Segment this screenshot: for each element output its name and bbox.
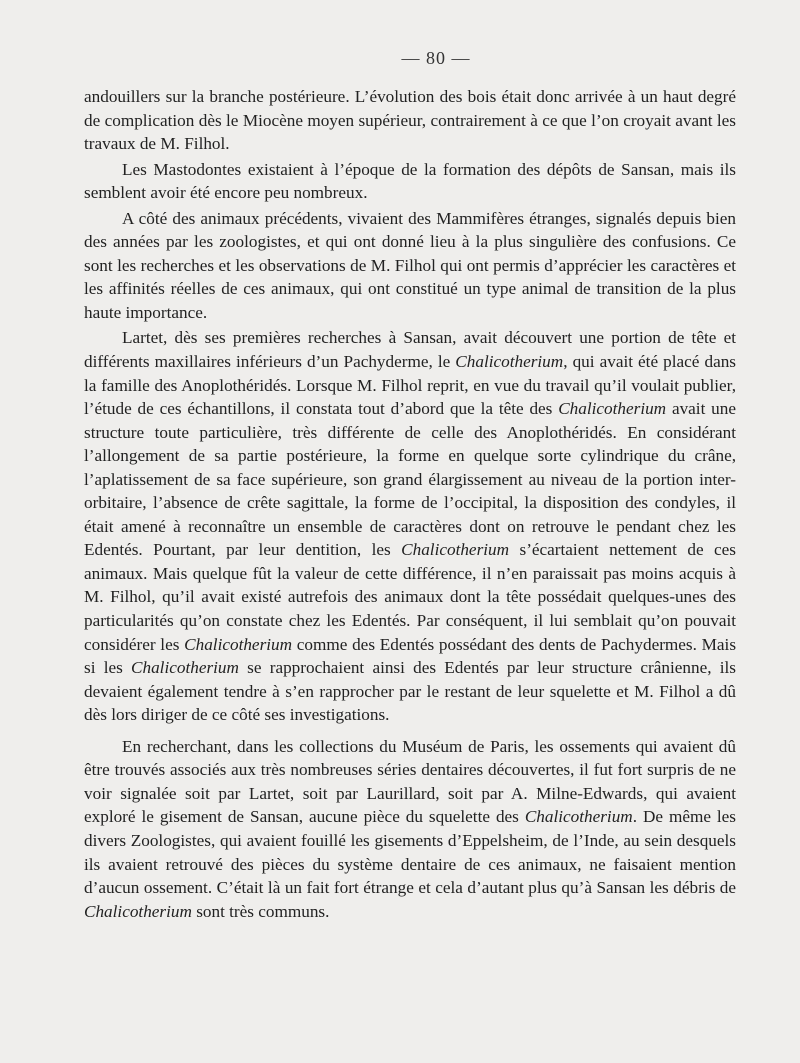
page-number: — 80 — [401, 48, 471, 68]
text-run: s’écartaient nettement de ces animaux. Mais quelque fût la valeur de cette différence, il n’en paraissait pas moins acquis à M. Filhol, qu’il avait existé autrefois des animaux dont la tête possédait quelques-unes des particularités qu’on constate chez les Edentés. Par conséquent, il lui semblait qu’on pouvait considérer les [84, 540, 737, 654]
text-run: Les Mastodontes existaient à l’époque de la formation des dépôts de Sansan, mais ils semblent avoir été encore peu nombreux. [84, 159, 736, 203]
text-run: avait une structure toute particulière, très différente de celle des Anoplothéridés. En considérant l’allongement de sa partie postérieure, la forme en quelque sorte cylindrique du crâne, l’aplatissement de sa face supérieure, son grand élargissement au niveau de la portion inter-orbitaire, l’absence de crête sagittale, la forme de l’occipital, la disposition des condyles, il était amené à reconnaître un ensemble de caractères dont on retrouve le pendant chez les Edentés. Pourtant, par leur dentition, les [84, 399, 736, 560]
text-run: , qui avait été placé dans la famille des Anoplothéridés. Lorsque M. Filhol reprit, en vue du travail qu’il voulait publier, l’étude de ces échantillons, il constata tout d’abord que la tête des [84, 352, 736, 419]
taxon-name: Chalicotherium [131, 658, 239, 678]
text-run: comme des Edentés possédant des dents de Pachydermes. Mais si les [84, 634, 737, 678]
text-run: se rapprochaient ainsi des Edentés par leur structure crânienne, ils devaient également tendre à s’en rapprocher par le restant de leur squelette et M. Filhol a dû dès lors diriger de ce côté ses investigations. [84, 658, 736, 725]
taxon-name: Chalicotherium [84, 901, 192, 921]
text-run: En recherchant, dans les collections du Muséum de Paris, les ossements qui avaient dû être trouvés associés aux très nombreuses séries dentaires découvertes, il fut fort surpris de ne voir signalée soit par Lartet, soit par Laurillard, soit par A. Milne-Edwards, qui avaient exploré le gisement de Sansan, aucune pièce du squelette des [84, 736, 736, 827]
text-run: sont très communs. [191, 901, 330, 921]
paragraph-3 [84, 207, 736, 325]
text-run: Lartet, dès ses premières recherches à Sansan, avait découvert une portion de tête et différents maxillaires inférieurs d’un Pachyderme, le [84, 328, 736, 372]
paragraph-5 [84, 735, 736, 923]
paragraph-4 [84, 326, 736, 726]
taxon-name: Chalicotherium [401, 540, 510, 560]
text-run: . De même les divers Zoologistes, qui avaient fouillé les gisements d’Eppelsheim, de l’Inde, au sein desquels ils avaient retrouvé des pièces du système dentaire de ces animaux, ne faisaient mention d’aucun ossement. C’était là un fait fort étrange et cela d’autant plus qu’à Sansan les débris de [84, 807, 736, 898]
taxon-name: Chalicotherium [524, 807, 633, 827]
text-run: A côté des animaux précédents, vivaient des Mammifères étranges, signalés depuis bien des années par les zoologistes, et qui ont donné lieu à la plus singulière des confusions. Ce sont les recherches et les observations de M. Filhol qui ont permis d’apprécier les caractères et les affinités réelles de ces animaux, qui ont constitué un type animal de transition de la plus haute importance. [84, 208, 736, 322]
paragraph-1 [84, 85, 736, 156]
taxon-name: Chalicotherium [558, 399, 667, 419]
paragraph-2 [84, 158, 736, 205]
taxon-name: Chalicotherium [184, 634, 293, 654]
taxon-name: Chalicotherium [455, 352, 564, 372]
text-run: andouillers sur la branche postérieure. L’évolution des bois était donc arrivée à un haut degré de complication dès le Miocène moyen supérieur, contrairement à ce que l’on croyait avant les travaux de M. Filhol. [84, 87, 736, 154]
